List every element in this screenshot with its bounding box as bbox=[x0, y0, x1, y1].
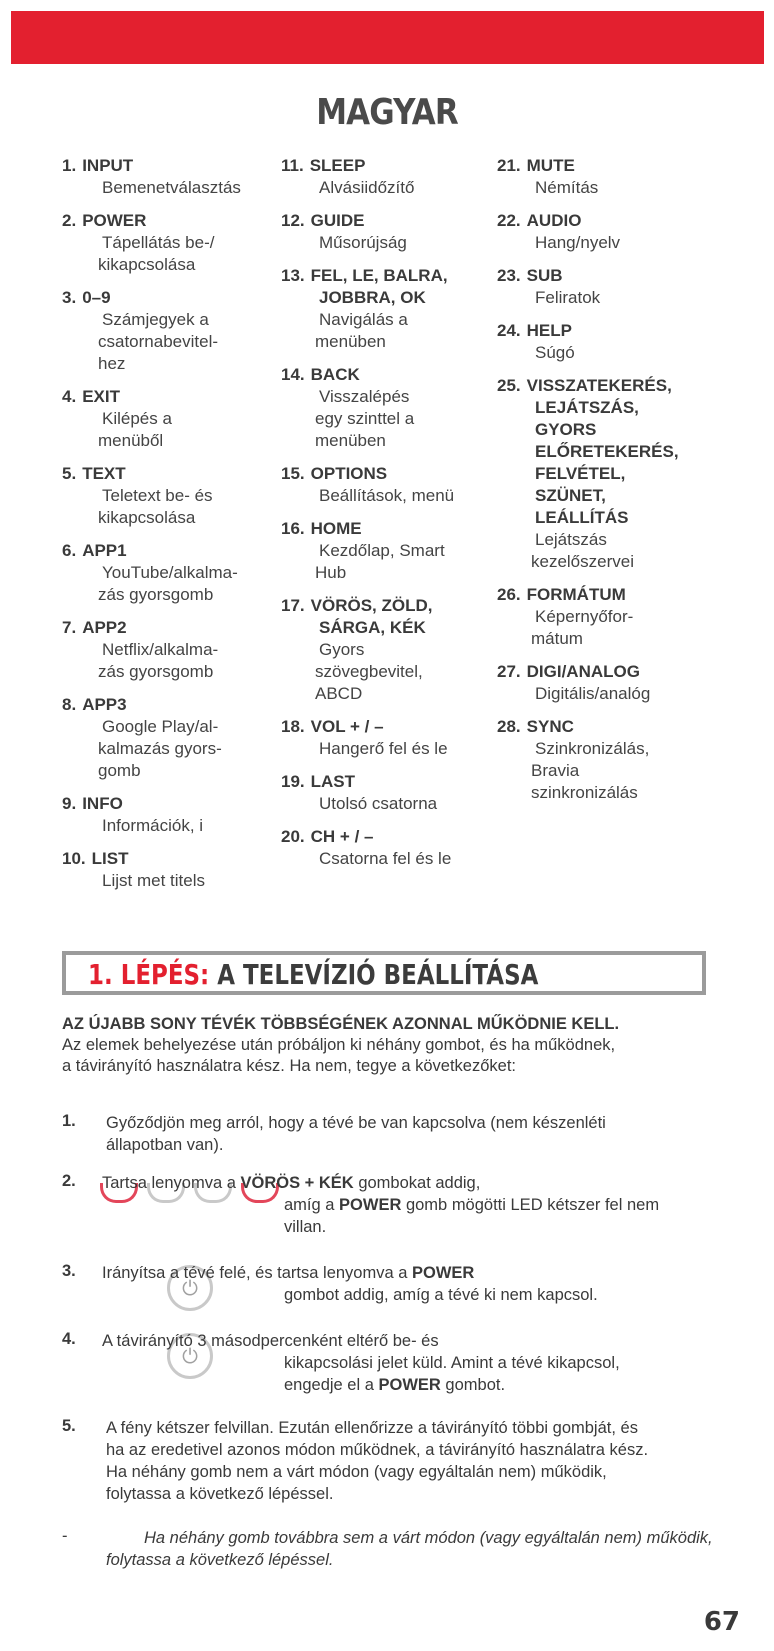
item-description: Bemenetválasztás bbox=[102, 178, 241, 197]
intro-line: Az elemek behelyezése után próbáljon ki néhány gombot, és ha működnek, bbox=[62, 1036, 616, 1054]
button-name bbox=[62, 210, 277, 232]
button-name bbox=[281, 155, 496, 177]
button-list-item bbox=[62, 287, 277, 375]
step-text: engedje el a bbox=[284, 1376, 379, 1394]
item-number: 7. bbox=[62, 618, 77, 637]
item-description: szinkronizálás bbox=[531, 783, 638, 802]
item-label: ELŐRETEKERÉS, bbox=[535, 442, 679, 461]
item-label: LEJÁTSZÁS, bbox=[535, 398, 639, 417]
intro-paragraph bbox=[62, 1014, 752, 1077]
page-number: 67 bbox=[703, 1607, 740, 1637]
item-description: menüben bbox=[315, 431, 386, 450]
button-name bbox=[281, 364, 496, 386]
button-list-item bbox=[281, 210, 496, 254]
intro-line: a távirányító használatra kész. Ha nem, tegye a következőket: bbox=[62, 1057, 516, 1075]
item-description: Utolsó csatorna bbox=[319, 794, 438, 813]
item-number: 23. bbox=[497, 266, 521, 285]
item-label: SÁRGA, KÉK bbox=[319, 618, 426, 637]
item-label: LIST bbox=[91, 849, 129, 868]
button-list-item bbox=[62, 386, 277, 452]
item-description: Lejátszás bbox=[535, 530, 607, 549]
button-name bbox=[62, 155, 277, 177]
button-list-item bbox=[62, 848, 277, 892]
item-number: 20. bbox=[281, 827, 305, 846]
button-name bbox=[62, 540, 277, 562]
item-label: APP2 bbox=[82, 618, 127, 637]
button-list-item bbox=[497, 155, 727, 199]
button-name bbox=[497, 661, 727, 683]
item-description: Lijst met titels bbox=[102, 871, 205, 890]
step-line: állapotban van). bbox=[106, 1136, 224, 1154]
item-label: FORMÁTUM bbox=[526, 585, 626, 604]
button-list-item bbox=[497, 716, 727, 804]
button-name bbox=[497, 375, 727, 397]
button-name bbox=[62, 287, 277, 309]
button-name bbox=[281, 265, 496, 287]
item-label: OPTIONS bbox=[310, 464, 388, 483]
item-number: 19. bbox=[281, 772, 305, 791]
item-label: SUB bbox=[526, 266, 563, 285]
button-name bbox=[281, 463, 496, 485]
item-description: Szinkronizálás, bbox=[535, 739, 650, 758]
step-text: Ha néhány gomb nem a várt módon (vagy egyáltalán nem) működik, bbox=[106, 1463, 607, 1481]
button-list-item bbox=[62, 617, 277, 683]
button-list-item bbox=[62, 210, 277, 276]
step-keyword: POWER bbox=[412, 1264, 475, 1282]
button-list-item bbox=[281, 518, 496, 584]
button-name bbox=[62, 463, 277, 485]
item-description: Alvásiidőzítő bbox=[319, 178, 415, 197]
item-number: 5. bbox=[62, 464, 77, 483]
item-description: Hub bbox=[315, 563, 347, 582]
step-text: kikapcsolási jelet küld. Amint a tévé kikapcsol, bbox=[284, 1354, 620, 1372]
button-name bbox=[281, 210, 496, 232]
item-description: Tápellátás be-/ bbox=[102, 233, 215, 252]
header-red-bar bbox=[11, 11, 764, 64]
item-number: 9. bbox=[62, 794, 77, 813]
item-number: 14. bbox=[281, 365, 305, 384]
item-description: Számjegyek a bbox=[102, 310, 209, 329]
button-name bbox=[62, 386, 277, 408]
button-name bbox=[281, 595, 496, 617]
item-description: egy szinttel a bbox=[315, 409, 415, 428]
step-text: gombot. bbox=[440, 1376, 506, 1394]
step-heading bbox=[88, 958, 538, 991]
note-dash: - bbox=[62, 1527, 68, 1545]
item-description: kikapcsolása bbox=[98, 508, 196, 527]
item-label: BACK bbox=[310, 365, 360, 384]
item-label: GYORS bbox=[535, 420, 597, 439]
button-list-item bbox=[62, 694, 277, 782]
button-list-item bbox=[281, 595, 496, 705]
step-keyword: VÖRÖS + KÉK bbox=[240, 1174, 354, 1192]
button-list-item bbox=[281, 826, 496, 870]
item-label: VOL + / – bbox=[310, 717, 384, 736]
button-list-item bbox=[62, 155, 277, 199]
button-name bbox=[497, 210, 727, 232]
item-description: Teletext be- és bbox=[102, 486, 213, 505]
italic-note: Ha néhány gomb továbbra sem a várt módon (vagy egyáltalán nem) működik, folytassa a következő lépéssel. bbox=[106, 1529, 713, 1569]
item-label: POWER bbox=[82, 211, 147, 230]
item-number: 4. bbox=[62, 387, 77, 406]
item-number: 13. bbox=[281, 266, 305, 285]
button-list-item bbox=[281, 771, 496, 815]
step-text: ha az eredetivel azonos módon működnek, a távirányító használatra kész. bbox=[106, 1441, 649, 1459]
power-button-icon: ⏻ bbox=[167, 1265, 213, 1311]
item-label: HELP bbox=[526, 321, 572, 340]
item-label: SZÜNET, bbox=[535, 486, 606, 505]
button-list-column-3 bbox=[497, 155, 727, 815]
item-number: 16. bbox=[281, 519, 305, 538]
power-button-icon: ⏻ bbox=[167, 1333, 213, 1379]
step-keyword: POWER bbox=[339, 1196, 402, 1214]
item-label: AUDIO bbox=[526, 211, 582, 230]
step-2-text bbox=[102, 1172, 722, 1238]
button-name bbox=[62, 617, 277, 639]
item-label: 0–9 bbox=[82, 288, 111, 307]
step-1-text bbox=[106, 1112, 706, 1156]
item-description: Gyors bbox=[319, 640, 365, 659]
item-number: 8. bbox=[62, 695, 77, 714]
step-title: A TELEVÍZIÓ BEÁLLÍTÁSA bbox=[209, 958, 539, 991]
button-name bbox=[281, 518, 496, 540]
button-name bbox=[497, 320, 727, 342]
item-label: DIGI/ANALOG bbox=[526, 662, 640, 681]
item-description: Információk, i bbox=[102, 816, 204, 835]
item-label: SYNC bbox=[526, 717, 574, 736]
button-name bbox=[497, 716, 727, 738]
item-number: 26. bbox=[497, 585, 521, 604]
step-text: Tartsa lenyomva a bbox=[102, 1174, 241, 1192]
item-description: Némítás bbox=[535, 178, 599, 197]
item-label: JOBBRA, OK bbox=[319, 288, 426, 307]
button-list-item bbox=[497, 265, 727, 309]
item-label: FELVÉTEL, bbox=[535, 464, 626, 483]
step-text: villan. bbox=[284, 1218, 327, 1236]
item-label: VÖRÖS, ZÖLD, bbox=[310, 596, 433, 615]
item-label: APP3 bbox=[82, 695, 127, 714]
step-1-number: 1. bbox=[62, 1112, 76, 1130]
item-number: 22. bbox=[497, 211, 521, 230]
item-label: MUTE bbox=[526, 156, 575, 175]
button-name bbox=[497, 265, 727, 287]
button-list-item bbox=[281, 716, 496, 760]
item-number: 3. bbox=[62, 288, 77, 307]
item-description: ABCD bbox=[315, 684, 363, 703]
item-description: zás gyorsgomb bbox=[98, 662, 214, 681]
step-text: gombokat addig, bbox=[353, 1174, 481, 1192]
item-description: Képernyőfor- bbox=[535, 607, 634, 626]
item-number: 17. bbox=[281, 596, 305, 615]
step-text: amíg a bbox=[284, 1196, 340, 1214]
step-text: gombot addig, amíg a tévé ki nem kapcsol. bbox=[284, 1286, 598, 1304]
item-label: APP1 bbox=[82, 541, 127, 560]
item-label: SLEEP bbox=[309, 156, 366, 175]
item-label: EXIT bbox=[82, 387, 120, 406]
button-list-item bbox=[62, 793, 277, 837]
button-name bbox=[281, 716, 496, 738]
button-name bbox=[62, 848, 277, 870]
item-number: 6. bbox=[62, 541, 77, 560]
item-description: Súgó bbox=[535, 343, 575, 362]
step-text: A távirányító 3 másodpercenként eltérő be- és bbox=[102, 1332, 439, 1350]
button-name bbox=[497, 584, 727, 606]
item-description: Kilépés a bbox=[102, 409, 172, 428]
button-list-item bbox=[497, 210, 727, 254]
page-title: MAGYAR bbox=[316, 92, 458, 133]
button-list-item bbox=[62, 540, 277, 606]
step-text: gomb mögötti LED kétszer fel nem bbox=[401, 1196, 660, 1214]
step-5-number: 5. bbox=[62, 1417, 76, 1435]
item-label: LEÁLLÍTÁS bbox=[535, 508, 629, 527]
item-label: TEXT bbox=[82, 464, 126, 483]
item-description: Navigálás a bbox=[319, 310, 408, 329]
button-list-item bbox=[281, 463, 496, 507]
item-description: Hang/nyelv bbox=[535, 233, 621, 252]
button-name bbox=[62, 793, 277, 815]
step-text: folytassa a következő lépéssel. bbox=[106, 1485, 334, 1503]
item-number: 28. bbox=[497, 717, 521, 736]
item-description: hez bbox=[98, 354, 126, 373]
item-description: Google Play/al- bbox=[102, 717, 219, 736]
item-label: HOME bbox=[310, 519, 362, 538]
step-number: 1. LÉPÉS: bbox=[88, 958, 210, 991]
item-description: mátum bbox=[531, 629, 583, 648]
item-label: LAST bbox=[310, 772, 356, 791]
item-number: 15. bbox=[281, 464, 305, 483]
button-list-item bbox=[281, 364, 496, 452]
item-number: 27. bbox=[497, 662, 521, 681]
step-2-number: 2. bbox=[62, 1172, 76, 1190]
button-name bbox=[281, 771, 496, 793]
button-list-item bbox=[281, 155, 496, 199]
step-text: Irányítsa a tévé felé, és tartsa lenyomva a bbox=[102, 1264, 412, 1282]
item-description: YouTube/alkalma- bbox=[102, 563, 238, 582]
item-description: kezelőszervei bbox=[531, 552, 634, 571]
button-name bbox=[281, 826, 496, 848]
step-5-text bbox=[106, 1417, 756, 1505]
step-heading-box bbox=[62, 951, 706, 995]
item-description: Műsorújság bbox=[319, 233, 407, 252]
button-list-column-2 bbox=[281, 155, 496, 881]
item-description: Bravia bbox=[531, 761, 580, 780]
item-number: 18. bbox=[281, 717, 305, 736]
item-description: csatornabevitel- bbox=[98, 332, 219, 351]
item-description: Hangerő fel és le bbox=[319, 739, 448, 758]
step-4-text bbox=[102, 1330, 722, 1396]
item-description: menüben bbox=[315, 332, 386, 351]
button-list-column-1 bbox=[62, 155, 277, 903]
item-label: FEL, LE, BALRA, bbox=[310, 266, 448, 285]
step-3-number: 3. bbox=[62, 1262, 76, 1280]
button-list-item bbox=[62, 463, 277, 529]
button-name bbox=[497, 155, 727, 177]
item-label: GUIDE bbox=[310, 211, 365, 230]
button-list-item bbox=[497, 584, 727, 650]
button-list-item bbox=[497, 320, 727, 364]
item-description: zás gyorsgomb bbox=[98, 585, 214, 604]
item-description: menüből bbox=[98, 431, 164, 450]
item-number: 10. bbox=[62, 849, 86, 868]
item-number: 12. bbox=[281, 211, 305, 230]
item-label: VISSZATEKERÉS, bbox=[526, 376, 672, 395]
item-description: Digitális/analóg bbox=[535, 684, 651, 703]
item-label: INFO bbox=[82, 794, 123, 813]
item-number: 25. bbox=[497, 376, 521, 395]
button-list-item bbox=[497, 661, 727, 705]
item-description: Feliratok bbox=[535, 288, 601, 307]
item-description: Beállítások, menü bbox=[319, 486, 455, 505]
item-description: Netflix/alkalma- bbox=[102, 640, 219, 659]
item-label: INPUT bbox=[82, 156, 134, 175]
item-description: kikapcsolása bbox=[98, 255, 196, 274]
item-number: 2. bbox=[62, 211, 77, 230]
item-number: 1. bbox=[62, 156, 77, 175]
item-description: Kezdőlap, Smart bbox=[319, 541, 445, 560]
step-text: A fény kétszer felvillan. Ezután ellenőrizze a távirányító többi gombját, és bbox=[106, 1419, 638, 1437]
item-label: CH + / – bbox=[310, 827, 374, 846]
step-line: Győződjön meg arról, hogy a tévé be van kapcsolva (nem készenléti bbox=[106, 1114, 606, 1132]
item-description: kalmazás gyors- bbox=[98, 739, 222, 758]
step-4-number: 4. bbox=[62, 1330, 76, 1348]
button-list-item bbox=[281, 265, 496, 353]
item-description: gomb bbox=[98, 761, 141, 780]
item-number: 21. bbox=[497, 156, 521, 175]
item-description: Visszalépés bbox=[319, 387, 410, 406]
item-description: Csatorna fel és le bbox=[319, 849, 452, 868]
item-number: 24. bbox=[497, 321, 521, 340]
intro-heading: AZ ÚJABB SONY TÉVÉK TÖBBSÉGÉNEK AZONNAL MŰKÖDNIE KELL. bbox=[62, 1015, 620, 1033]
item-description: szövegbevitel, bbox=[315, 662, 423, 681]
step-keyword: POWER bbox=[378, 1376, 441, 1394]
button-list-item bbox=[497, 375, 727, 573]
item-number: 11. bbox=[281, 156, 304, 175]
button-name bbox=[62, 694, 277, 716]
step-3-text bbox=[102, 1262, 722, 1306]
